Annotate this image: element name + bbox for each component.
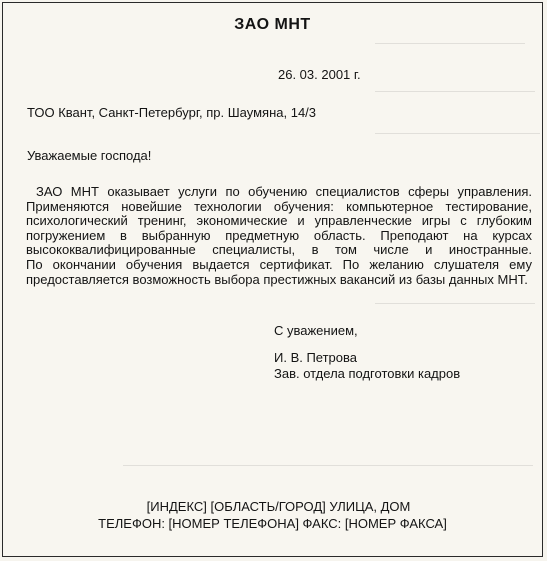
bleed-through-line — [375, 303, 535, 304]
closing: С уважением, — [274, 323, 358, 338]
addressee: ТОО Квант, Санкт-Петербург, пр. Шаумяна, 14/3 — [27, 105, 317, 120]
body-line: Применяются новейшие технологии обучения: компьютерное тестирование, — [26, 198, 532, 214]
bleed-through-line — [123, 465, 533, 466]
company-title: ЗАО МНТ — [234, 16, 311, 33]
body-line: предоставляется возможность выбора престижных вакансий из базы данных МНТ. — [26, 271, 528, 287]
body-line: психологический тренинг, экономические и управленческие игры с глубоким — [26, 213, 532, 229]
signer-name: И. В. Петрова — [274, 350, 358, 365]
body-line: погружением в выбранную предметную область. Преподают на курсах — [26, 227, 532, 243]
footer-phone: ТЕЛЕФОН: [НОМЕР ТЕЛЕФОНА] ФАКС: [НОМЕР ФАКСА] — [98, 516, 447, 531]
bleed-through-line — [375, 91, 535, 92]
bleed-through-line — [375, 133, 540, 134]
bleed-through-line — [375, 43, 525, 44]
body-line: По окончании обучения выдается сертификат. По желанию слушателя ему — [26, 256, 532, 272]
letter-body — [26, 185, 532, 287]
footer-address: [ИНДЕКС] [ОБЛАСТЬ/ГОРОД] УЛИЦА, ДОМ — [146, 499, 411, 514]
signer-title: Зав. отдела подготовки кадров — [274, 366, 461, 381]
letter-page — [2, 2, 543, 557]
letter-date: 26. 03. 2001 г. — [278, 67, 361, 82]
body-line: высококвалифицированные специалисты, в том числе и иностранные. — [26, 242, 532, 258]
salutation: Уважаемые господа! — [27, 148, 152, 163]
body-line: ЗАО МНТ оказывает услуги по обучению специалистов сферы управления. — [36, 184, 532, 199]
